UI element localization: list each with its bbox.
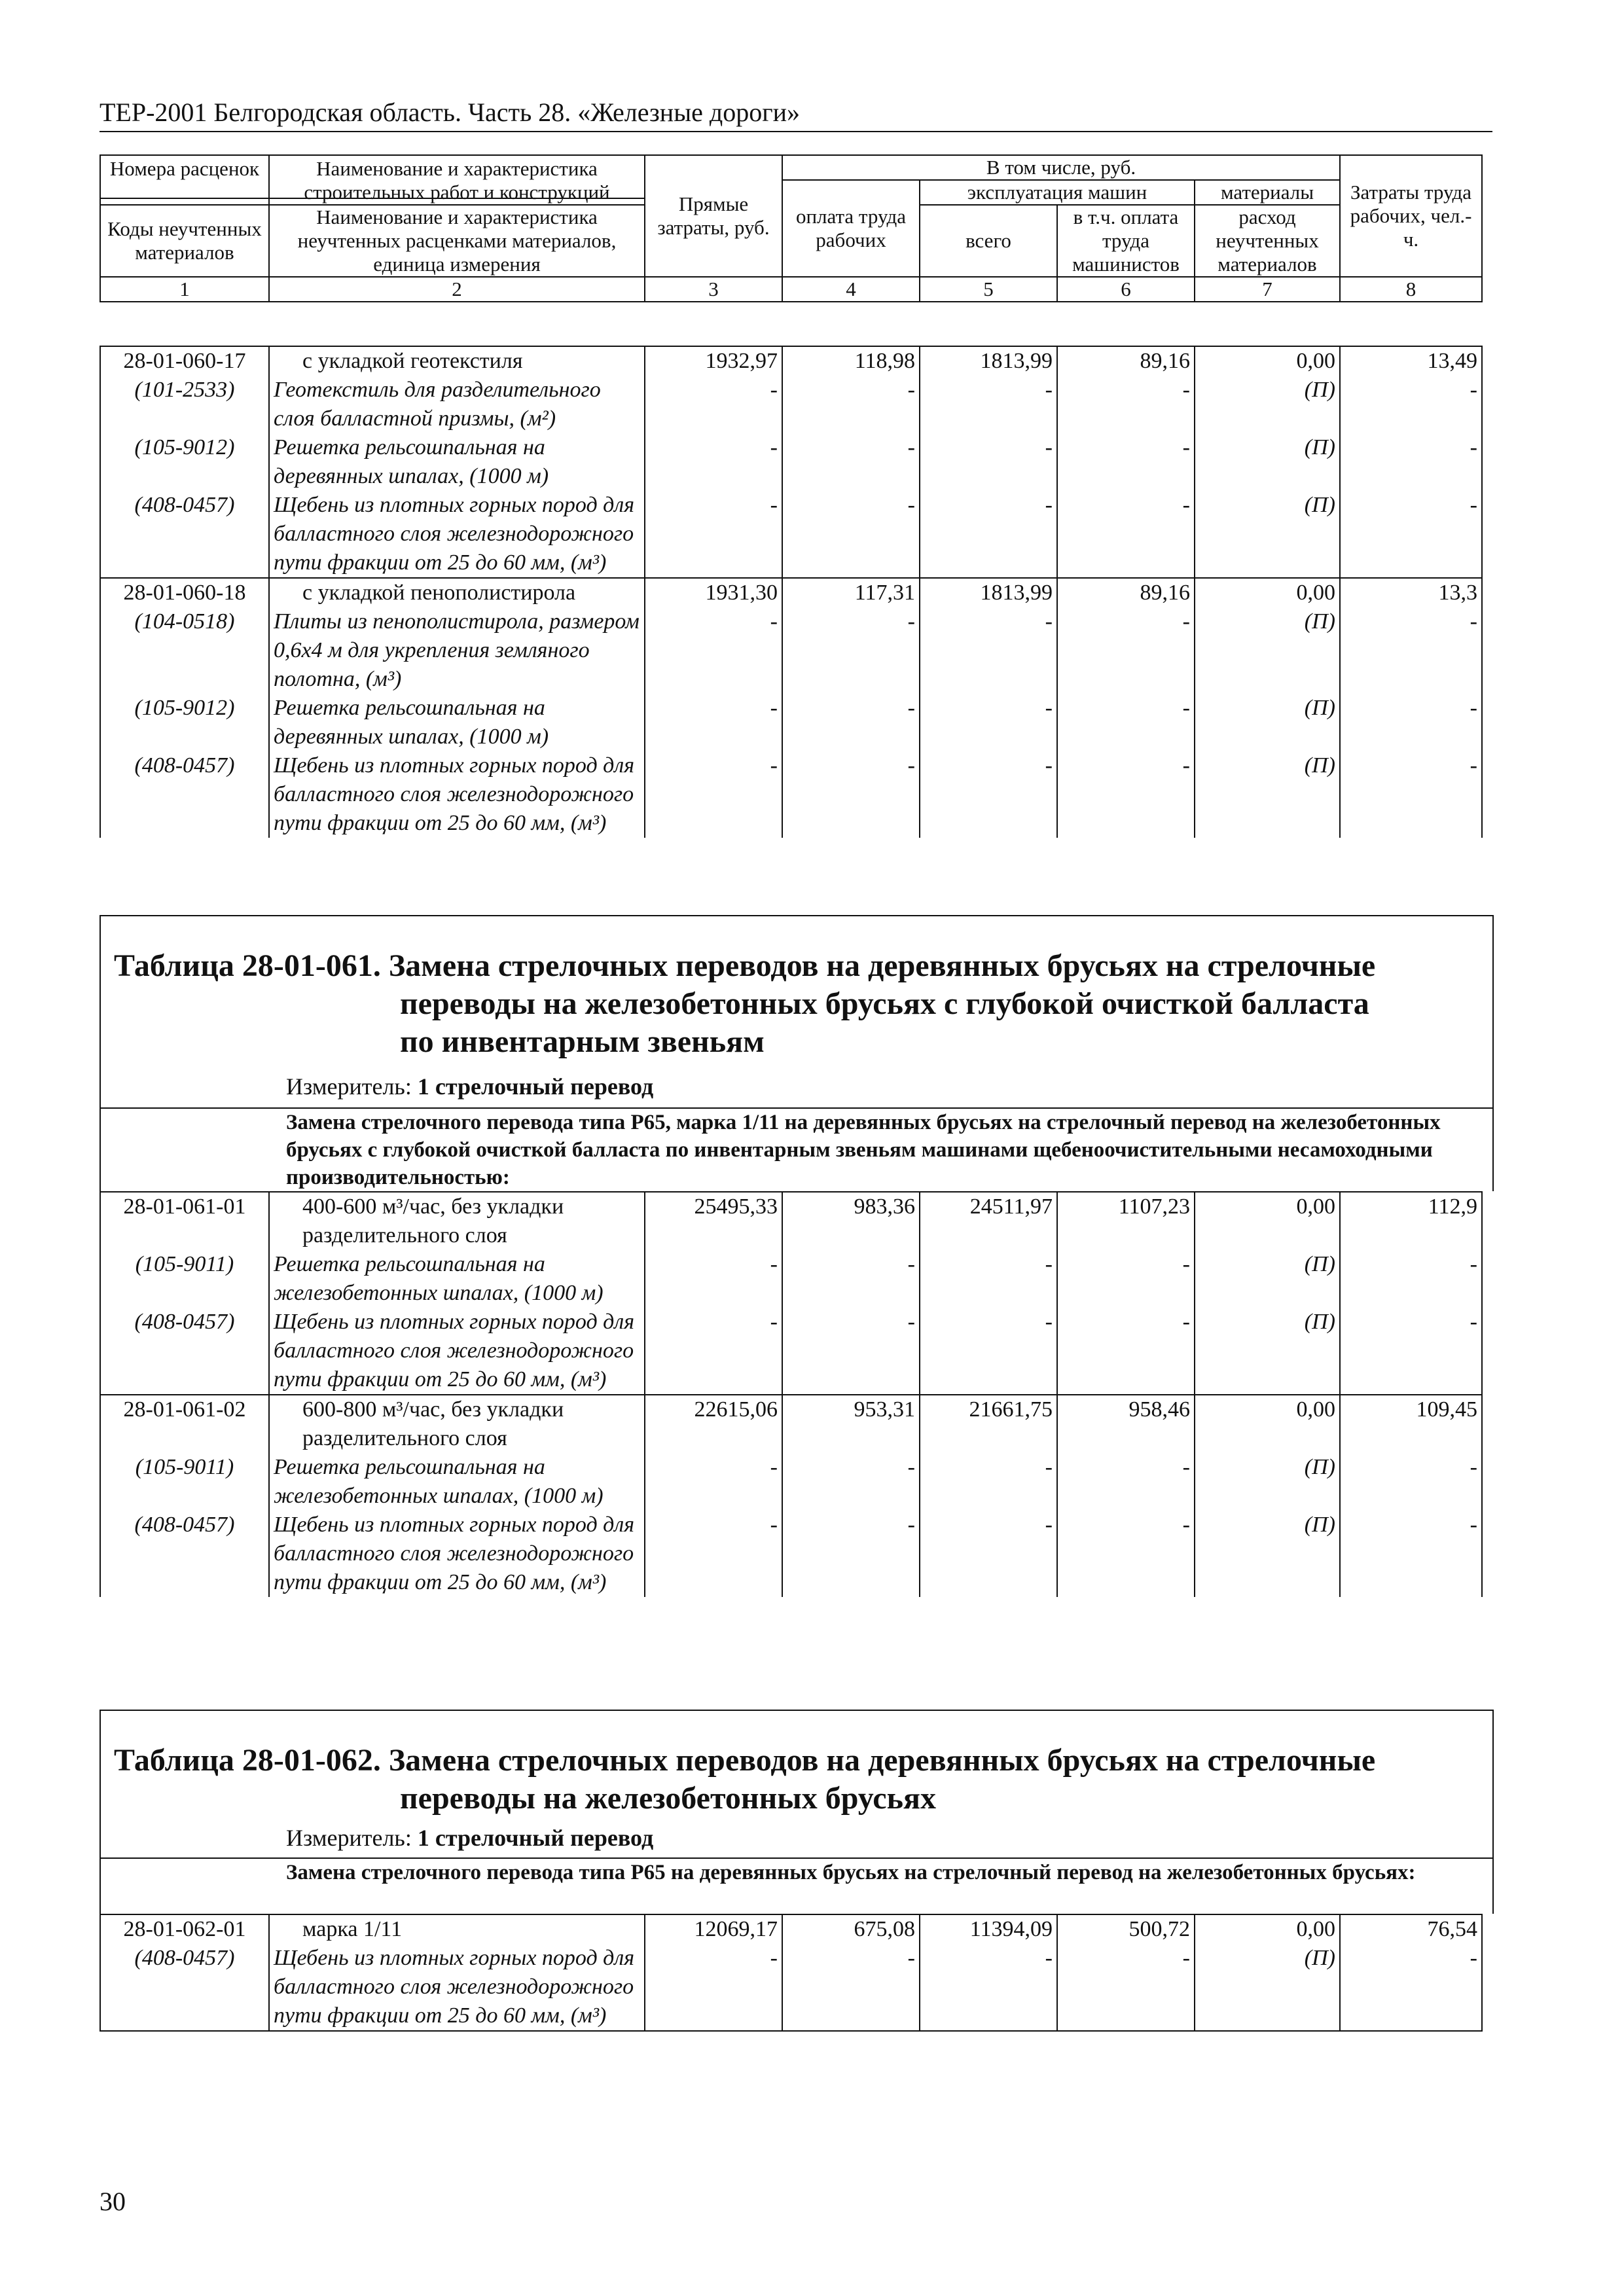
header-col4: оплата труда рабочих (782, 180, 920, 277)
table-062-group-heading: Замена стрелочного перевода типа Р65 на деревянных брусьях на стрелочный перевод на железобетонных брусьях: (99, 1857, 1494, 1914)
page-number: 30 (99, 2187, 126, 2216)
material-row: (101-2533) Геотекстиль для разделительного слоя балластной призмы, (м²) - - - - (П) - (100, 376, 1482, 433)
material-row: (105-9012) Решетка рельсошпальная на деревянных шпалах, (1000 м) - - - - (П) - (100, 694, 1482, 751)
material-row: (408-0457) Щебень из плотных горных пород для балластного слоя железнодорожного пути фракции от 25 до 60 мм, (м³) - - - - (П) - (100, 1308, 1482, 1395)
table-061-title-line2: переводы на железобетонных брусьях с глубокой очисткой балласта (400, 986, 1369, 1021)
rate-row: 28-01-061-01 400-600 м³/час, без укладки разделительного слоя 25495,33 983,36 24511,97 1107,23 0,00 112,9 (100, 1192, 1482, 1250)
table-062-title-line2: переводы на железобетонных брусьях (400, 1781, 936, 1816)
rate-row: 28-01-060-18 с укладкой пенополистирола 1931,30 117,31 1813,99 89,16 0,00 13,3 (100, 578, 1482, 607)
material-row: (408-0457) Щебень из плотных горных пород для балластного слоя железнодорожного пути фракции от 25 до 60 мм, (м³) - - - - (П) - (100, 1944, 1482, 2031)
header-col7: расход неучтенных материалов (1195, 205, 1340, 277)
header-materials: материалы (1195, 180, 1340, 205)
header-column-numbers: 1 2 3 4 5 6 7 8 (100, 277, 1482, 302)
header-col1-top: Номера расценок (100, 155, 269, 205)
header-incl: В том числе, руб. (782, 155, 1340, 180)
rates-table-header (99, 154, 1483, 302)
table-061-group-heading: Замена стрелочного перевода типа Р65, марка 1/11 на деревянных брусьях на стрелочный перевод на железобетонных брусьях с глубокой очисткой балласта по инвентарным звеньям машинами щебеноочистительными несамоходными производительностью: (99, 1107, 1494, 1191)
table-062-unit: Измеритель: 1 стрелочный перевод (286, 1825, 654, 1851)
rate-row: 28-01-060-17 с укладкой геотекстиля 1932,97 118,98 1813,99 89,16 0,00 13,49 (100, 346, 1482, 376)
table-061-unit: Измеритель: 1 стрелочный перевод (286, 1073, 654, 1100)
rates-block-061 (99, 1191, 1483, 1597)
header-col2-top: Наименование и характеристика строительных работ и конструкций (269, 155, 645, 205)
material-row: (408-0457) Щебень из плотных горных пород для балластного слоя железнодорожного пути фракции от 25 до 60 мм, (м³) - - - - (П) - (100, 1511, 1482, 1597)
rate-row: 28-01-062-01 марка 1/11 12069,17 675,08 11394,09 500,72 0,00 76,54 (100, 1914, 1482, 1944)
rates-block-062 (99, 1914, 1483, 2032)
material-row: (105-9011) Решетка рельсошпальная на железобетонных шпалах, (1000 м) - - - - (П) - (100, 1453, 1482, 1511)
material-row: (104-0518) Плиты из пенополистирола, размером 0,6х4 м для укрепления земляного полотна, (м³) - - - - (П) - (100, 607, 1482, 694)
table-061-title-line3: по инвентарным звеньям (400, 1024, 765, 1059)
material-row: (408-0457) Щебень из плотных горных пород для балластного слоя железнодорожного пути фракции от 25 до 60 мм, (м³) - - - - (П) - (100, 751, 1482, 838)
material-row: (105-9012) Решетка рельсошпальная на деревянных шпалах, (1000 м) - - - - (П) - (100, 433, 1482, 491)
header-col5: всего (920, 205, 1057, 277)
running-header: ТЕР-2001 Белгородская область. Часть 28. «Железные дороги» (99, 98, 800, 127)
header-rule (99, 131, 1492, 132)
rate-row: 28-01-061-02 600-800 м³/час, без укладки разделительного слоя 22615,06 953,31 21661,75 958,46 0,00 109,45 (100, 1395, 1482, 1453)
table-061-title-line1: Таблица 28-01-061. Замена стрелочных переводов на деревянных брусьях на стрелочные (114, 948, 1376, 983)
header-col8: Затраты труда рабочих, чел.-ч. (1340, 155, 1482, 277)
header-machines: эксплуатация машин (920, 180, 1195, 205)
header-col3: Прямые затраты, руб. (645, 155, 782, 277)
material-row: (408-0457) Щебень из плотных горных пород для балластного слоя железнодорожного пути фракции от 25 до 60 мм, (м³) - - - - (П) - (100, 491, 1482, 578)
rates-block-060 (99, 346, 1483, 838)
table-062-title-line1: Таблица 28-01-062. Замена стрелочных переводов на деревянных брусьях на стрелочные (114, 1743, 1376, 1778)
header-col1-bottom: Коды неучтенных материалов (100, 205, 269, 277)
header-col6: в т.ч. оплата труда машинистов (1057, 205, 1195, 277)
table-062-heading (99, 1710, 1494, 1857)
material-row: (105-9011) Решетка рельсошпальная на железобетонных шпалах, (1000 м) - - - - (П) - (100, 1250, 1482, 1308)
table-061-heading (99, 915, 1494, 1107)
header-col2-bottom: Наименование и характеристика неучтенных расценками материалов, единица измерения (269, 205, 645, 277)
